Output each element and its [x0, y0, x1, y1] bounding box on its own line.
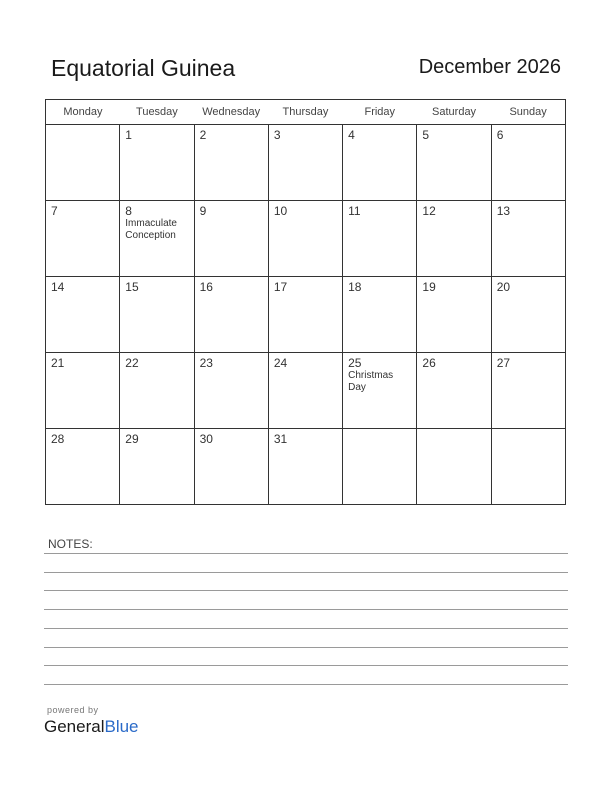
day-number: 25	[348, 356, 362, 370]
note-line	[44, 647, 568, 648]
day-number: 2	[199, 128, 207, 142]
day-cell	[343, 201, 417, 277]
day-number: 18	[348, 280, 362, 294]
day-number: 24	[273, 356, 288, 370]
day-cell	[120, 429, 194, 505]
day-cell	[120, 277, 194, 353]
month-year-title: December 2026	[418, 56, 561, 78]
day-cell	[417, 125, 491, 201]
day-number: 20	[496, 280, 511, 294]
weekday-wednesday: Wednesday	[194, 100, 268, 125]
day-cell	[343, 353, 417, 429]
weekday-header-row	[46, 100, 566, 125]
note-line	[44, 590, 568, 591]
calendar-week-row	[46, 429, 566, 505]
calendar-week-row	[46, 353, 566, 429]
brand-general: General	[44, 717, 105, 736]
day-number: 16	[199, 280, 213, 294]
day-cell	[491, 277, 565, 353]
day-cell	[120, 125, 194, 201]
holiday-label: Christmas Day	[348, 370, 394, 393]
day-cell	[417, 429, 491, 505]
day-cell	[268, 429, 342, 505]
day-cell	[268, 125, 342, 201]
weekday-thursday: Thursday	[268, 100, 342, 125]
weekday-sunday: Sunday	[491, 100, 565, 125]
day-number: 7	[51, 204, 58, 218]
powered-by-text: powered by	[47, 705, 99, 715]
day-cell	[120, 353, 194, 429]
day-number: 13	[496, 204, 511, 218]
note-line	[44, 553, 568, 554]
day-cell	[417, 277, 491, 353]
day-cell	[194, 201, 268, 277]
weekday-friday: Friday	[343, 100, 417, 125]
day-cell	[194, 353, 268, 429]
day-number: 21	[51, 356, 65, 370]
note-line	[44, 628, 568, 629]
day-cell	[343, 125, 417, 201]
day-number: 17	[273, 280, 288, 294]
day-number: 9	[199, 204, 207, 218]
day-cell	[268, 353, 342, 429]
notes-label: NOTES:	[48, 537, 93, 551]
holiday-label: Immaculate Conception	[125, 218, 177, 241]
day-number: 30	[199, 432, 213, 446]
day-cell	[491, 429, 565, 505]
generalblue-logo[interactable]	[44, 717, 139, 737]
day-number: 29	[125, 432, 139, 446]
day-number: 26	[422, 356, 436, 370]
brand-blue: Blue	[104, 717, 139, 736]
day-cell	[194, 429, 268, 505]
day-cell	[343, 429, 417, 505]
day-number: 31	[273, 432, 288, 446]
day-cell	[194, 277, 268, 353]
calendar-body	[46, 125, 566, 505]
day-number: 6	[496, 128, 504, 142]
day-cell	[46, 277, 120, 353]
day-number: 1	[125, 128, 132, 142]
day-cell	[46, 201, 120, 277]
weekday-monday: Monday	[46, 100, 120, 125]
day-cell	[417, 353, 491, 429]
day-cell	[417, 201, 491, 277]
day-number: 8	[125, 204, 132, 218]
day-number: 14	[51, 280, 65, 294]
day-number: 3	[273, 128, 281, 142]
note-line	[44, 665, 568, 666]
day-cell	[491, 201, 565, 277]
day-cell	[120, 201, 194, 277]
day-cell	[194, 125, 268, 201]
day-number: 19	[422, 280, 436, 294]
day-number: 27	[496, 356, 511, 370]
day-number: 11	[348, 204, 361, 218]
day-number: 10	[273, 204, 288, 218]
day-cell	[46, 353, 120, 429]
day-cell	[46, 429, 120, 505]
day-number: 4	[348, 128, 355, 142]
day-number: 23	[199, 356, 213, 370]
calendar-week-row	[46, 201, 566, 277]
day-number: 5	[422, 128, 430, 142]
country-title: Equatorial Guinea	[51, 55, 236, 81]
note-line	[44, 609, 568, 610]
day-cell	[268, 277, 342, 353]
day-cell	[46, 125, 120, 201]
day-number: 28	[51, 432, 65, 446]
day-number: 22	[125, 356, 139, 370]
day-cell	[268, 201, 342, 277]
weekday-saturday: Saturday	[417, 100, 491, 125]
calendar-week-row	[46, 125, 566, 201]
note-line	[44, 684, 568, 685]
calendar-grid	[45, 99, 566, 505]
day-cell	[491, 125, 565, 201]
day-number: 12	[422, 204, 436, 218]
calendar-week-row	[46, 277, 566, 353]
note-line	[44, 572, 568, 573]
weekday-tuesday: Tuesday	[120, 100, 194, 125]
day-cell	[343, 277, 417, 353]
day-number: 15	[125, 280, 139, 294]
day-cell	[491, 353, 565, 429]
